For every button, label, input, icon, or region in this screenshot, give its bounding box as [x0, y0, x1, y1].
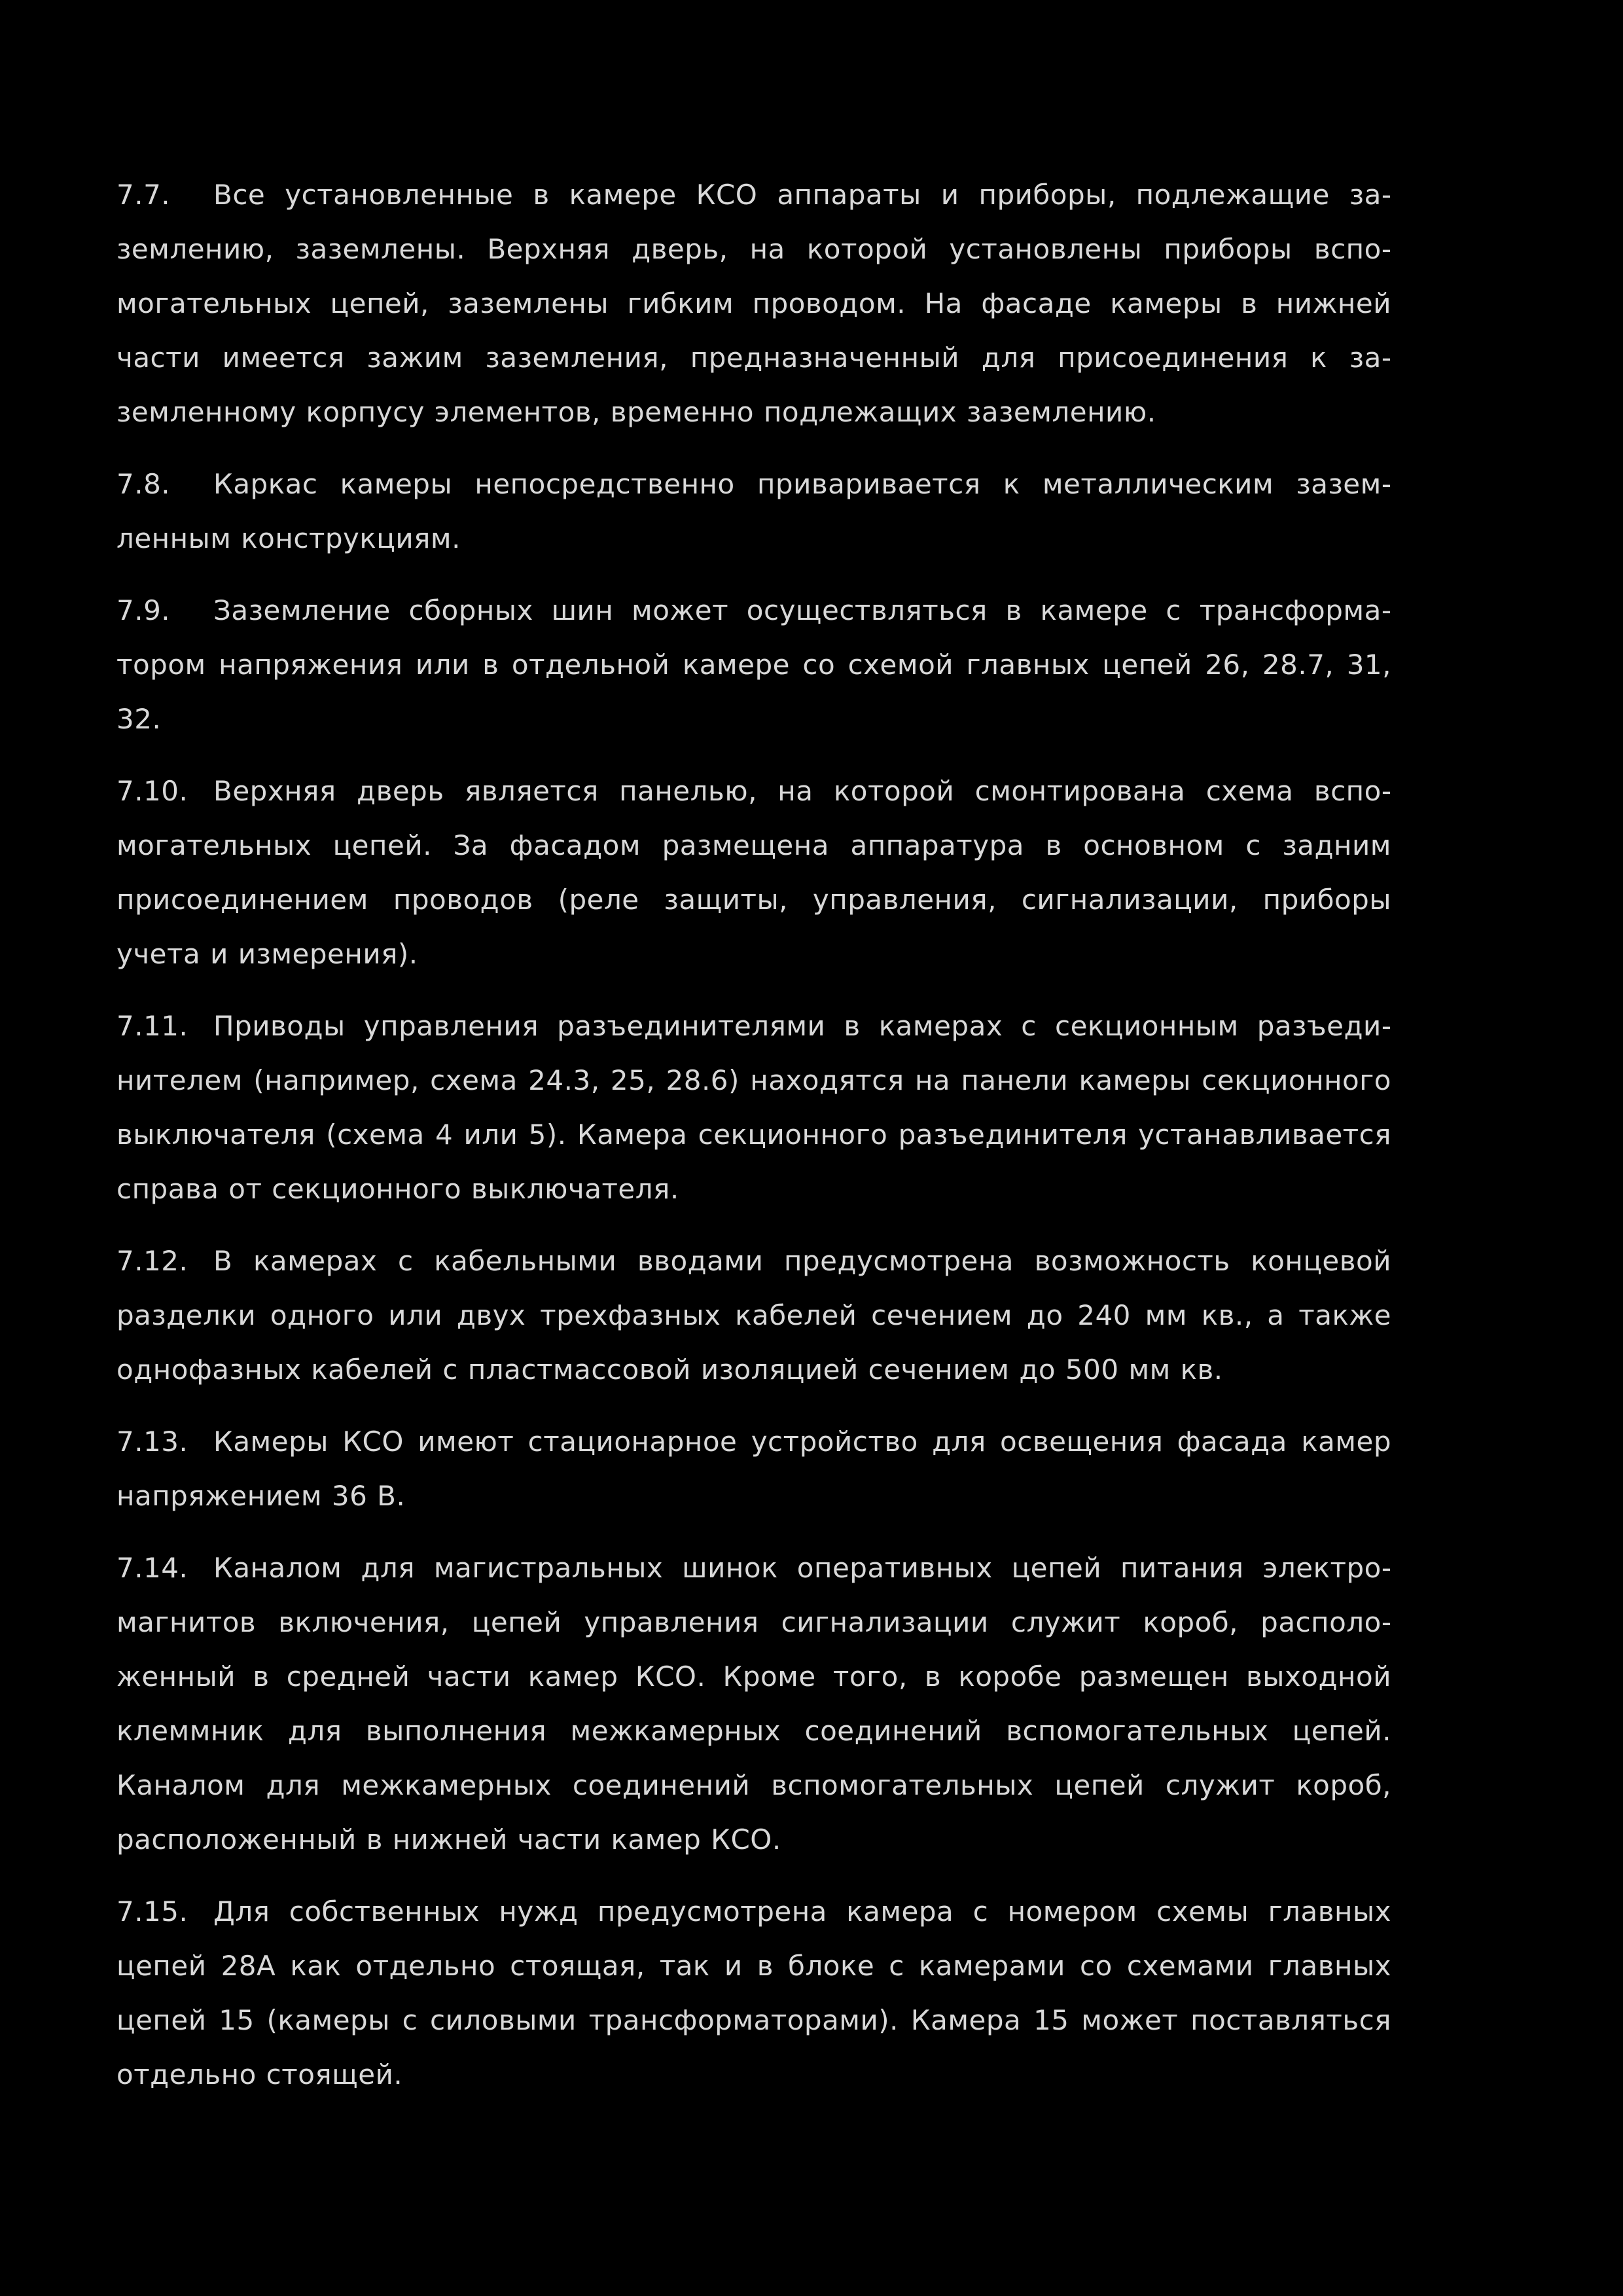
paragraph-7-13: [116, 1414, 1391, 1523]
paragraph-number: 7.10.: [116, 775, 188, 807]
paragraph-number: 7.15.: [116, 1895, 188, 1928]
paragraph-7-15: [116, 1884, 1391, 2102]
paragraph-7-8: [116, 457, 1391, 565]
paragraph-7-9: [116, 583, 1391, 746]
paragraph-number: 7.13.: [116, 1426, 188, 1458]
paragraph-text: Камеры КСО имеют стационарное устройство для освещения фасада камер напряжением 36 В.: [116, 1426, 1391, 1512]
paragraph-7-14: [116, 1541, 1391, 1867]
paragraph-text: Заземление сборных шин может осуществляться в камере с трансформатором напряжения или в отдельной камере со схемой главных цепей 26, 28.7, 31, 32.: [116, 594, 1391, 735]
paragraph-text: Для собственных нужд предусмотрена камера с номером схемы главных цепей 28А как отдельно стоящая, так и в блоке с камерами со схемами главных цепей 15 (камеры с силовыми трансформаторами). Камера 15 может поставляться отдельно стоящей.: [116, 1895, 1391, 2090]
paragraph-text: Каналом для магистральных шинок оперативных цепей питания электромагнитов включения, цепей управления сигнализации служит короб, расположенный в средней части камер КСО. Кроме того, в коробе размещен выходной клеммник для выполнения межкамерных соединений вспомогательных цепей. Каналом для межкамерных соединений вспомогательных цепей служит короб, расположенный в нижней части камер КСО.: [116, 1552, 1391, 1856]
paragraph-7-11: [116, 999, 1391, 1216]
paragraph-number: 7.14.: [116, 1552, 188, 1584]
paragraph-7-7: [116, 168, 1391, 439]
paragraph-text: Верхняя дверь является панелью, на которой смонтирована схема вспомогательных цепей. За фасадом размещена аппаратура в основном с задним присоединением проводов (реле защиты, управления, сигнализации, приборы учета и измерения).: [116, 775, 1391, 970]
paragraph-number: 7.9.: [116, 594, 171, 626]
paragraph-number: 7.12.: [116, 1245, 188, 1277]
paragraph-text: Все установленные в камере КСО аппараты и приборы, подлежащие заземлению, заземлены. Верхняя дверь, на которой установлены приборы вспомогательных цепей, заземлены гибким проводом. На фасаде камеры в нижней части имеется зажим заземления, предназначенный для присоединения к заземленному корпусу элементов, временно подлежащих заземлению.: [116, 179, 1391, 428]
paragraph-number: 7.7.: [116, 179, 171, 211]
paragraph-7-10: [116, 764, 1391, 981]
paragraph-text: Каркас камеры непосредственно приваривается к металлическим заземленным конструкциям.: [116, 468, 1391, 554]
paragraph-number: 7.11.: [116, 1010, 188, 1042]
paragraph-text: Приводы управления разъединителями в камерах с секционным разъединителем (например, схема 24.3, 25, 28.6) находятся на панели камеры секционного выключателя (схема 4 или 5). Камера секционного разъединителя устанавливается справа от секционного выключателя.: [116, 1010, 1391, 1205]
paragraph-7-12: [116, 1234, 1391, 1397]
paragraph-text: В камерах с кабельными вводами предусмотрена возможность концевой разделки одного или двух трехфазных кабелей сечением до 240 мм кв., а также однофазных кабелей с пластмассовой изоляцией сечением до 500 мм кв.: [116, 1245, 1391, 1386]
paragraph-number: 7.8.: [116, 468, 171, 500]
document-page: [116, 168, 1391, 2119]
